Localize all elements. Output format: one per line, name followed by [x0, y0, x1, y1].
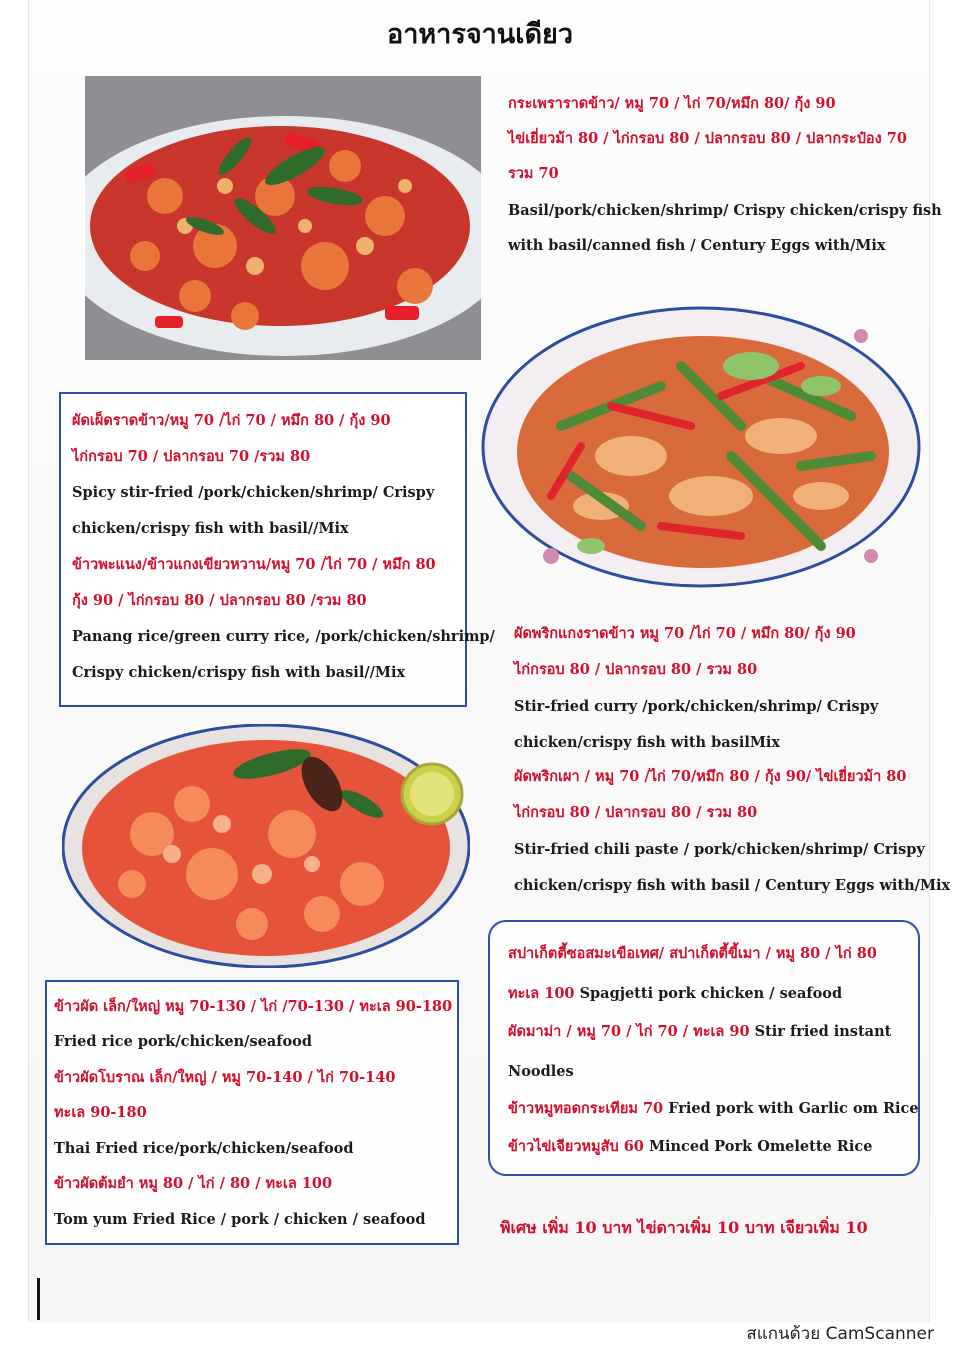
- page-edge-mark: [37, 1278, 40, 1320]
- menu-line-thai: ข้าวผัดโบราณ เล็ก/ใหญ่ / หมู 70-140 / ไก่ 70-140: [54, 1069, 396, 1086]
- thai-part: ทะเล 100: [508, 985, 575, 1002]
- english-part: Fried pork with Garlic om Rice: [663, 1100, 919, 1117]
- thai-part: ข้าวไข่เจียวหมูสับ 60: [508, 1138, 644, 1155]
- menu-line-english: Stir-fried chili paste / pork/chicken/shrimp/ Crispy: [514, 841, 925, 858]
- menu-line-english: Stir-fried curry /pork/chicken/shrimp/ Crispy: [514, 698, 879, 715]
- menu-line-thai: ข้าวพะแนง/ข้าวแกงเขียวหวาน/หมู 70 /ไก่ 70 / หมึก 80: [72, 556, 436, 573]
- menu-line-english: chicken/crispy fish with basil / Century Eggs with/Mix: [514, 877, 951, 894]
- menu-line-english: chicken/crispy fish with basil//Mix: [72, 520, 349, 537]
- spicy-stir-fry-box: [59, 392, 467, 707]
- english-part: Minced Pork Omelette Rice: [643, 1138, 873, 1155]
- menu-line-thai: สปาเก็ตตี้ซอสมะเขือเทศ/ สปาเก็ตตี้ขี้เมา / หมู 80 / ไก่ 80: [508, 945, 877, 962]
- menu-line-english: Spicy stir-fried /pork/chicken/shrimp/ Crispy: [72, 484, 435, 501]
- thai-part: ข้าวหมูทอดกระเทียม 70: [508, 1100, 664, 1117]
- basil-stir-fry-photo: [85, 76, 481, 360]
- menu-line-mixed: [508, 1022, 891, 1042]
- menu-line-english: Thai Fried rice/pork/chicken/seafood: [54, 1140, 354, 1157]
- menu-line-english: Tom yum Fried Rice / pork / chicken / seafood: [54, 1211, 426, 1228]
- menu-line-thai: รวม 70: [508, 165, 559, 182]
- fried-rice-photo: [62, 724, 470, 968]
- curry-stir-fry-photo: [481, 306, 921, 588]
- menu-line-thai: ทะเล 90-180: [54, 1104, 147, 1121]
- menu-line-english: Fried rice pork/chicken/seafood: [54, 1033, 312, 1050]
- english-part: Stir fried instant: [749, 1023, 892, 1040]
- extra-charge-note: พิเศษ เพิ่ม 10 บาท ไข่ดาวเพิ่ม 10 บาท เจียวเพิ่ม 10: [500, 1218, 868, 1237]
- menu-line-thai: ผัดพริกแกงราดข้าว หมู 70 /ไก่ 70 / หมึก 80/ กุ้ง 90: [514, 625, 856, 642]
- english-part: Spagjetti pork chicken / seafood: [574, 985, 843, 1002]
- menu-line-mixed: [508, 984, 842, 1004]
- menu-line-english: Crispy chicken/crispy fish with basil//Mix: [72, 664, 406, 681]
- menu-line-english: with basil/canned fish / Century Eggs with/Mix: [508, 237, 886, 254]
- menu-line-english: Noodles: [508, 1063, 574, 1080]
- menu-line-english: chicken/crispy fish with basilMix: [514, 734, 781, 751]
- page-title: อาหารจานเดียว: [386, 19, 574, 50]
- menu-line-thai: ไก่กรอบ 70 / ปลากรอบ 70 /รวม 80: [72, 448, 311, 465]
- menu-line-thai: กุ้ง 90 / ไก่กรอบ 80 / ปลากรอบ 80 /รวม 80: [72, 592, 367, 609]
- menu-line-thai: กระเพราราดข้าว/ หมู 70 / ไก่ 70/หมึก 80/ กุ้ง 90: [508, 95, 836, 112]
- menu-line-thai: ข้าวผัดต้มยำ หมู 80 / ไก่ / 80 / ทะเล 100: [54, 1175, 333, 1192]
- menu-line-mixed: [508, 1099, 919, 1119]
- thai-part: ผัดมาม่า / หมู 70 / ไก่ 70 / ทะเล 90: [508, 1023, 750, 1040]
- menu-line-thai: ไก่กรอบ 80 / ปลากรอบ 80 / รวม 80: [514, 804, 758, 821]
- menu-line-thai: ไข่เยี่ยวม้า 80 / ไก่กรอบ 80 / ปลากรอบ 80 / ปลากระป๋อง 70: [508, 130, 907, 147]
- menu-line-thai: ไก่กรอบ 80 / ปลากรอบ 80 / รวม 80: [514, 661, 758, 678]
- menu-line-thai: ผัดพริกเผา / หมู 70 /ไก่ 70/หมึก 80 / กุ้ง 90/ ไข่เยี่ยวม้า 80: [514, 768, 907, 785]
- menu-line-mixed: [508, 1137, 872, 1157]
- menu-line-english: Panang rice/green curry rice, /pork/chicken/shrimp/: [72, 628, 495, 645]
- menu-line-english: Basil/pork/chicken/shrimp/ Crispy chicken/crispy fish: [508, 202, 942, 219]
- menu-line-thai: ผัดเผ็ดราดข้าว/หมู 70 /ไก่ 70 / หมึก 80 / กุ้ง 90: [72, 412, 391, 429]
- menu-line-thai: ข้าวผัด เล็ก/ใหญ่ หมู 70-130 / ไก่ /70-130 / ทะเล 90-180: [54, 998, 453, 1015]
- scanner-watermark: สแกนด้วย CamScanner: [746, 1324, 934, 1344]
